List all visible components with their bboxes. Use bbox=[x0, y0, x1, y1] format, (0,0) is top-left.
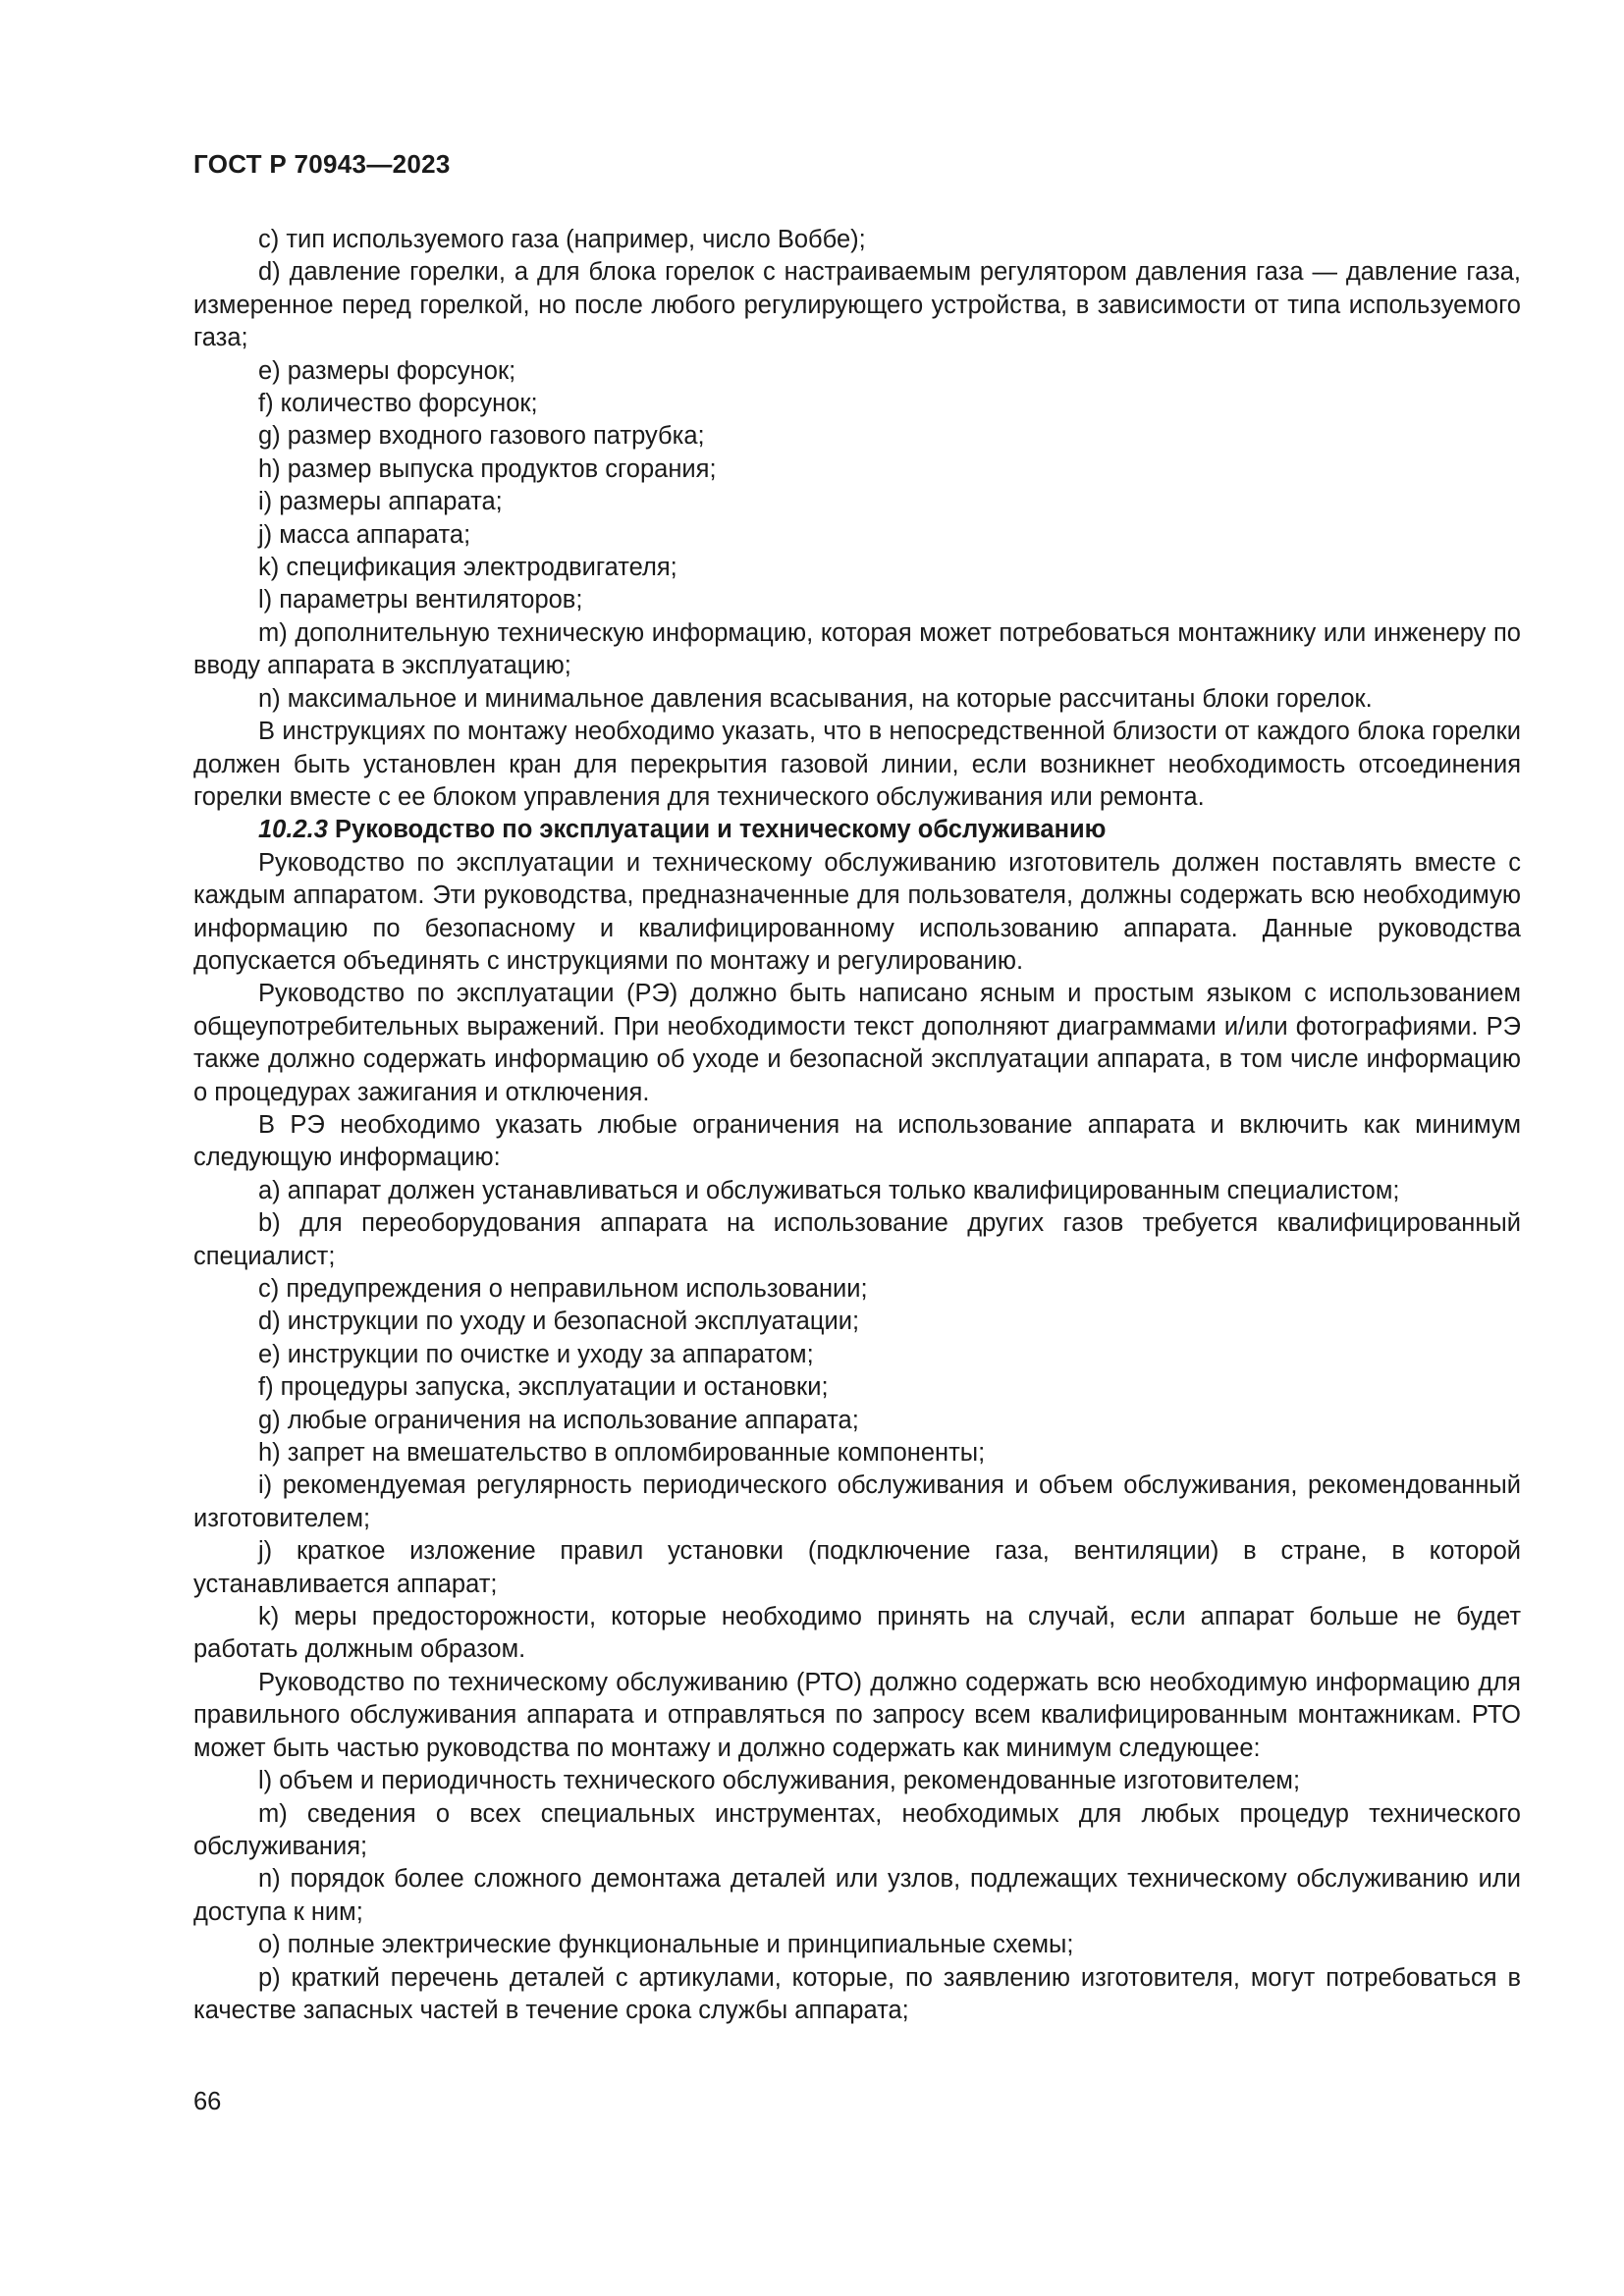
list-item: k) спецификация электродвигателя; bbox=[258, 554, 677, 582]
section-number: 10.2.3 bbox=[258, 816, 328, 844]
document-header: ГОСТ Р 70943—2023 bbox=[193, 149, 451, 179]
list-item: p) краткий перечень деталей с артикулами, которые, по заявлению изготовителя, могут потребоваться в качестве запасных частей в течение срока службы аппарата; bbox=[193, 1963, 1521, 2024]
list-top bbox=[193, 224, 1521, 716]
list-re bbox=[193, 1175, 1521, 1667]
list-item: j) краткое изложение правил установки (подключение газа, вентиляции) в стране, в которой устанавливается аппарат; bbox=[193, 1537, 1521, 1598]
list-item: c) предупреждения о неправильном использовании; bbox=[258, 1275, 868, 1303]
list-item: e) размеры форсунок; bbox=[258, 356, 516, 385]
list-item: g) любые ограничения на использование аппарата; bbox=[258, 1406, 859, 1434]
paragraph: Руководство по эксплуатации и техническому обслуживанию изготовитель должен поставлять вместе с каждым аппаратом. Эти руководства, предназначенные для пользователя, должны содержать всю необходимую информацию по безопасному и квалифицированному использованию аппарата. Данные руководства допускается объединять с инструкциями по монтажу и регулированию. bbox=[193, 848, 1521, 975]
list-item: m) сведения о всех специальных инструментах, необходимых для любых процедур технического обслуживания; bbox=[193, 1799, 1521, 1860]
list-rto bbox=[193, 1765, 1521, 2027]
list-item: i) рекомендуемая регулярность периодического обслуживания и объем обслуживания, рекомендованный изготовителем; bbox=[193, 1471, 1521, 1532]
document-body bbox=[193, 224, 1521, 2027]
paragraph-valve: В инструкциях по монтажу необходимо указать, что в непосредственной близости от каждого блока горелки должен быть установлен кран для перекрытия газовой линии, если возникнет необходимость отсоединения горелки вместе с ее блоком управления для технического обслуживания или ремонта. bbox=[193, 718, 1521, 811]
list-item: l) объем и периодичность технического обслуживания, рекомендованные изготовителем; bbox=[258, 1767, 1301, 1795]
section-heading bbox=[193, 814, 1521, 846]
list-item: f) процедуры запуска, эксплуатации и остановки; bbox=[258, 1373, 829, 1402]
section-title: Руководство по эксплуатации и техническому обслуживанию bbox=[335, 816, 1107, 844]
list-item: i) размеры аппарата; bbox=[258, 488, 503, 516]
list-item: h) размер выпуска продуктов сгорания; bbox=[258, 454, 717, 483]
paragraph: Руководство по эксплуатации (РЭ) должно быть написано ясным и простым языком с использованием общеупотребительных выражений. При необходимости текст дополняют диаграммами и/или фотографиями. РЭ также должно содержать информацию об уходе и безопасной эксплуатации аппарата, в том числе информацию о процедурах зажигания и отключения. bbox=[193, 980, 1521, 1106]
list-item: e) инструкции по очистке и уходу за аппаратом; bbox=[258, 1340, 814, 1368]
list-item: j) масса аппарата; bbox=[258, 520, 471, 549]
list-item: b) для переоборудования аппарата на использование других газов требуется квалифицированный специалист; bbox=[193, 1209, 1521, 1270]
paragraph-rto: Руководство по техническому обслуживанию (РТО) должно содержать всю необходимую информацию для правильного обслуживания аппарата и отправляться по запросу всем квалифицированным монтажникам. РТО может быть частью руководства по монтажу и должно содержать как минимум следующее: bbox=[193, 1668, 1521, 1762]
list-item: h) запрет на вмешательство в опломбированные компоненты; bbox=[258, 1439, 986, 1468]
list-item: d) инструкции по уходу и безопасной эксплуатации; bbox=[258, 1308, 860, 1336]
list-item: g) размер входного газового патрубка; bbox=[258, 422, 705, 451]
list-item: n) максимальное и минимальное давления всасывания, на которые рассчитаны блоки горелок. bbox=[258, 684, 1373, 713]
list-item: f) количество форсунок; bbox=[258, 390, 538, 418]
list-item: o) полные электрические функциональные и принципиальные схемы; bbox=[258, 1931, 1074, 1959]
list-item: l) параметры вентиляторов; bbox=[258, 586, 583, 614]
list-item: c) тип используемого газа (например, число Воббе); bbox=[258, 226, 866, 253]
paragraph: В РЭ необходимо указать любые ограничения на использование аппарата и включить как минимум следующую информацию: bbox=[193, 1110, 1521, 1172]
list-item: m) дополнительную техническую информацию, которая может потребоваться монтажнику или инженеру по вводу аппарата в эксплуатацию; bbox=[193, 618, 1521, 680]
page-number: 66 bbox=[193, 2088, 222, 2115]
list-item: d) давление горелки, а для блока горелок с настраиваемым регулятором давления газа — давление газа, измеренное перед горелкой, но после любого регулирующего устройства, в зависимости от типа используемого газа; bbox=[193, 258, 1521, 352]
list-item: a) аппарат должен устанавливаться и обслуживаться только квалифицированным специалистом; bbox=[258, 1176, 1400, 1204]
list-item: k) меры предосторожности, которые необходимо принять на случай, если аппарат больше не будет работать должным образом. bbox=[193, 1603, 1521, 1664]
list-item: n) порядок более сложного демонтажа деталей или узлов, подлежащих техническому обслуживанию или доступа к ним; bbox=[193, 1865, 1521, 1926]
